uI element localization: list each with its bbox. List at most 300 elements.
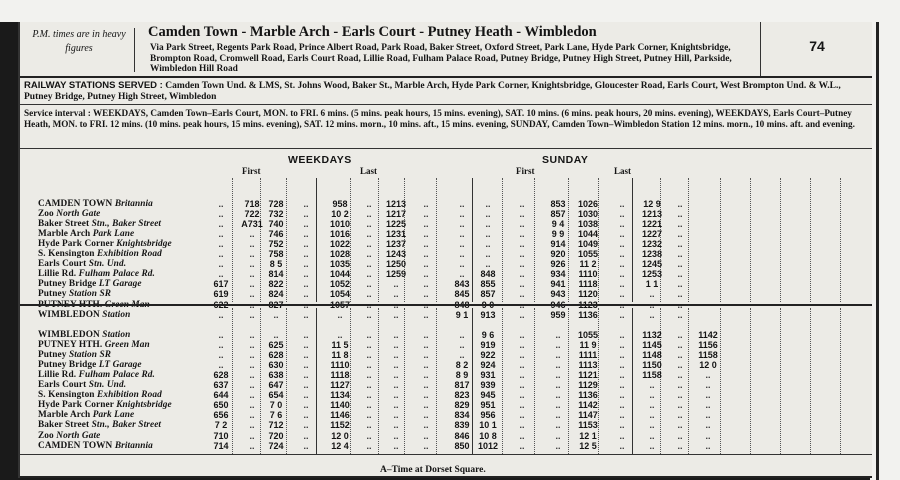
route-number: 74 — [760, 22, 872, 76]
time-cell: 1136 — [578, 309, 598, 320]
time-cell: .. — [423, 259, 429, 270]
time-cell: 857 — [550, 209, 566, 220]
stop-place: Station SR — [68, 289, 112, 300]
divider — [20, 148, 872, 149]
time-cell: .. — [366, 440, 372, 451]
station: Zoo — [38, 209, 54, 220]
time-cell: 1010 — [329, 219, 351, 230]
time-cell: 1118 — [330, 370, 350, 381]
time-cell: .. — [218, 229, 224, 240]
time-cell: 758 — [268, 249, 284, 260]
time-cell: .. — [649, 400, 655, 411]
time-cell: 644 — [213, 390, 229, 401]
time-cell: .. — [366, 400, 372, 411]
time-cell: .. — [366, 199, 372, 209]
time-cell: .. — [619, 239, 625, 250]
route-title: Camden Town - Marble Arch - Earls Court - Putney Heath - Wimbledon — [148, 24, 597, 40]
right-margin — [870, 22, 900, 480]
time-cell: 8 2 — [455, 360, 469, 371]
time-cell: .. — [303, 299, 309, 310]
railway-stations-served — [24, 80, 864, 103]
time-cell: .. — [423, 420, 429, 431]
time-cell: .. — [366, 420, 372, 431]
time-cell: .. — [649, 440, 655, 451]
time-cell: .. — [393, 380, 399, 391]
station-name — [38, 229, 134, 239]
time-cell: 11 2 — [579, 259, 597, 270]
time-cell: .. — [423, 350, 429, 361]
time-cell: .. — [273, 309, 279, 320]
time-cell: 913 — [480, 309, 496, 320]
time-cell: A731 — [241, 219, 263, 230]
time-cell: 12 0 — [331, 430, 349, 441]
time-cell: .. — [677, 380, 683, 391]
time-cell: 945 — [480, 390, 496, 401]
time-cell: .. — [677, 390, 683, 401]
time-cell: .. — [555, 370, 561, 381]
time-cell: .. — [366, 279, 372, 290]
time-cell: .. — [366, 309, 372, 320]
time-cell: .. — [677, 279, 683, 290]
time-cell: 740 — [268, 219, 284, 230]
time-cell: 850 — [454, 440, 470, 451]
station: Hyde Park Corner — [38, 400, 114, 411]
time-cell: .. — [393, 350, 399, 361]
time-cell: 958 — [332, 199, 348, 209]
time-cell: 732 — [268, 209, 284, 220]
time-cell: .. — [303, 229, 309, 240]
station-name — [38, 199, 153, 209]
stop-place: Park Lane — [92, 229, 135, 240]
time-cell: 746 — [268, 229, 284, 240]
time-cell: .. — [393, 330, 399, 340]
time-cell: 752 — [268, 239, 284, 250]
time-cell: .. — [393, 289, 399, 300]
time-cell: .. — [303, 350, 309, 361]
time-cell: .. — [485, 249, 491, 260]
time-cell: .. — [619, 259, 625, 270]
time-cell: 951 — [480, 400, 496, 411]
time-cell: .. — [519, 370, 525, 381]
time-cell: .. — [519, 390, 525, 401]
time-cell: .. — [677, 299, 683, 310]
time-cell: .. — [303, 259, 309, 270]
time-cell: 9 6 — [481, 330, 495, 340]
time-cell: .. — [519, 259, 525, 270]
time-cell: .. — [555, 400, 561, 411]
time-cell: .. — [677, 229, 683, 240]
time-cell: .. — [705, 400, 711, 411]
time-cell: .. — [619, 410, 625, 421]
time-cell: .. — [249, 269, 255, 280]
time-cell: 9 1 — [455, 309, 469, 320]
time-cell: 1146 — [330, 410, 350, 421]
time-cell: .. — [555, 380, 561, 391]
inbound-row — [20, 341, 872, 351]
time-cell: .. — [705, 410, 711, 421]
time-cell: .. — [485, 239, 491, 250]
time-cell: 959 — [550, 309, 566, 320]
stop-place: Green Man — [104, 340, 150, 351]
time-cell: 1111 — [578, 350, 598, 361]
time-cell: 1243 — [385, 249, 407, 260]
station-name — [38, 441, 153, 451]
time-cell: .. — [423, 340, 429, 351]
time-cell: .. — [519, 239, 525, 250]
time-cell: .. — [619, 269, 625, 280]
time-cell: 10 2 — [331, 209, 349, 220]
station-name — [38, 219, 161, 229]
time-cell: 829 — [454, 400, 470, 411]
time-cell: 710 — [213, 430, 229, 441]
time-cell: 1253 — [641, 269, 663, 280]
time-cell: 8 9 — [455, 370, 469, 381]
outbound-row — [20, 280, 872, 290]
stop-place: Stn., Baker Street — [91, 219, 162, 230]
time-cell: .. — [249, 289, 255, 300]
time-cell: 1127 — [330, 380, 350, 391]
station-name — [38, 360, 142, 370]
weekdays-heading: WEEKDAYS — [288, 154, 352, 166]
station-name — [38, 380, 126, 390]
station: Baker Street — [38, 420, 90, 431]
station: Putney Bridge — [38, 279, 97, 290]
timetable-page — [18, 22, 872, 478]
time-cell: .. — [485, 229, 491, 240]
section-divider — [20, 304, 872, 306]
time-cell: .. — [677, 309, 683, 320]
time-cell: 956 — [480, 410, 496, 421]
time-cell: .. — [303, 289, 309, 300]
time-cell: .. — [393, 299, 399, 310]
stations-served-text: Camden Town Und. & LMS, St. Johns Wood, Baker St., Marble Arch, Hyde Park Corner, Knightsbridge, Gloucester Road, Earls Court, West Brompton Und. & W.L., Putney Bridge, Putney High Street, Wimbledon — [24, 81, 841, 102]
time-cell: .. — [423, 440, 429, 451]
stop-place: Knightsbridge — [116, 239, 172, 250]
time-cell: .. — [249, 249, 255, 260]
time-cell: .. — [249, 370, 255, 381]
time-cell: 628 — [268, 350, 284, 361]
time-cell: 1148 — [642, 350, 662, 361]
time-cell: .. — [705, 420, 711, 431]
time-cell: .. — [366, 299, 372, 310]
time-cell: .. — [303, 390, 309, 401]
sunday-first-label: First — [516, 166, 535, 176]
time-cell: .. — [649, 309, 655, 320]
time-cell: .. — [423, 219, 429, 230]
time-cell: .. — [249, 279, 255, 290]
time-cell: .. — [366, 340, 372, 351]
time-cell: .. — [619, 350, 625, 361]
time-cell: .. — [519, 420, 525, 431]
time-cell: 1147 — [578, 410, 598, 421]
time-cell: .. — [677, 289, 683, 300]
sunday-heading: SUNDAY — [542, 154, 589, 166]
station-name — [38, 370, 155, 380]
time-cell: .. — [218, 239, 224, 250]
route-via: Via Park Street, Regents Park Road, Prince Albert Road, Park Road, Baker Street, Oxford Street, Park Lane, Hyde Park Corner, Knightsbridge, Brompton Road, Cromwell Road, Earls Court Road, Lillie Road, Fulham Palace Road, Putney Bridge, Putney High Street, Putney Hill, Parkside, Wimbledon Hill Road — [150, 43, 732, 74]
time-cell: .. — [423, 390, 429, 401]
time-cell: .. — [249, 309, 255, 320]
time-cell: .. — [519, 299, 525, 310]
station-name — [38, 259, 126, 269]
outbound-row — [20, 311, 872, 321]
inbound-row — [20, 442, 872, 452]
time-cell: 638 — [268, 370, 284, 381]
time-cell: .. — [366, 219, 372, 230]
time-cell: .. — [649, 289, 655, 300]
time-cell: 814 — [268, 269, 284, 280]
time-cell: .. — [423, 410, 429, 421]
station-name — [38, 209, 100, 219]
stop-place: Park Lane — [92, 410, 135, 421]
time-cell: 7 6 — [269, 410, 283, 421]
station-name — [38, 239, 172, 249]
time-cell: 1158 — [698, 350, 718, 361]
time-cell: .. — [393, 390, 399, 401]
time-cell: .. — [366, 229, 372, 240]
station: Marble Arch — [38, 229, 91, 240]
stop-place: LT Garage — [98, 279, 142, 290]
time-cell: .. — [218, 340, 224, 351]
station: CAMDEN TOWN — [38, 199, 113, 209]
time-cell: .. — [303, 219, 309, 230]
time-cell: .. — [619, 289, 625, 300]
time-cell: .. — [366, 370, 372, 381]
time-cell: .. — [303, 380, 309, 391]
time-cell: .. — [519, 440, 525, 451]
stop-place: Britannia — [114, 440, 153, 451]
time-cell: .. — [459, 249, 465, 260]
time-cell: .. — [485, 259, 491, 270]
time-cell: .. — [423, 229, 429, 240]
time-cell: 1113 — [578, 360, 598, 371]
footnote: A–Time at Dorset Square. — [380, 465, 486, 475]
time-cell: .. — [303, 420, 309, 431]
time-cell: .. — [677, 410, 683, 421]
time-cell: .. — [303, 370, 309, 381]
time-cell: .. — [218, 269, 224, 280]
time-cell: .. — [649, 410, 655, 421]
outbound-row — [20, 220, 872, 230]
time-cell: .. — [555, 350, 561, 361]
time-cell: .. — [459, 259, 465, 270]
time-cell: .. — [303, 440, 309, 451]
time-cell: .. — [249, 380, 255, 391]
time-cell: .. — [423, 370, 429, 381]
time-cell: .. — [423, 199, 429, 209]
time-cell: 1153 — [578, 420, 598, 431]
time-cell: 946 — [550, 299, 566, 310]
time-cell: 622 — [213, 299, 229, 310]
time-cell: 1231 — [385, 229, 407, 240]
time-cell: 924 — [480, 360, 496, 371]
time-cell: 848 — [454, 299, 470, 310]
time-cell: 1110 — [330, 360, 350, 371]
time-cell: .. — [677, 440, 683, 451]
time-cell: 1136 — [578, 390, 598, 401]
time-cell: .. — [677, 360, 683, 371]
time-cell: .. — [485, 199, 491, 209]
time-cell: 843 — [454, 279, 470, 290]
time-cell: .. — [423, 330, 429, 340]
time-cell: .. — [337, 330, 343, 340]
station: Hyde Park Corner — [38, 239, 114, 250]
time-cell: 1129 — [578, 380, 598, 391]
time-cell: 11 9 — [579, 340, 597, 351]
time-cell: 9 0 — [481, 299, 495, 310]
time-cell: 939 — [480, 380, 496, 391]
time-cell: .. — [303, 249, 309, 260]
time-cell: .. — [619, 199, 625, 209]
time-cell: .. — [677, 430, 683, 441]
stop-place: North Gate — [56, 430, 101, 441]
station-name — [38, 431, 100, 441]
time-cell: 941 — [550, 279, 566, 290]
time-cell: 848 — [480, 269, 496, 280]
time-cell: .. — [423, 360, 429, 371]
time-cell: .. — [366, 390, 372, 401]
time-cell: .. — [555, 390, 561, 401]
station: Baker Street — [38, 219, 90, 230]
divider — [20, 454, 872, 455]
time-cell: .. — [677, 239, 683, 250]
time-cell: .. — [393, 430, 399, 441]
station-name — [38, 279, 142, 289]
time-cell: 1044 — [577, 229, 599, 240]
time-cell: .. — [423, 209, 429, 220]
time-cell: 656 — [213, 410, 229, 421]
time-cell: .. — [423, 239, 429, 250]
time-cell: .. — [519, 209, 525, 220]
station: Marble Arch — [38, 410, 91, 421]
time-cell: 922 — [480, 350, 496, 361]
weekdays-first-label: First — [242, 166, 261, 176]
time-cell: .. — [218, 219, 224, 230]
time-cell: 1142 — [578, 400, 598, 411]
time-cell: .. — [218, 360, 224, 371]
time-cell: .. — [393, 420, 399, 431]
time-cell: 9 4 — [551, 219, 565, 230]
time-cell: .. — [303, 400, 309, 411]
time-cell: .. — [366, 430, 372, 441]
time-cell: 824 — [268, 289, 284, 300]
time-cell: .. — [303, 309, 309, 320]
stop-place: Station — [102, 309, 131, 320]
time-cell: 12 9 — [643, 199, 661, 209]
time-cell: 11 8 — [331, 350, 349, 361]
time-cell: 1245 — [641, 259, 663, 270]
time-cell: 919 — [480, 340, 496, 351]
time-cell: 853 — [550, 199, 566, 209]
time-cell: 7 2 — [214, 420, 228, 431]
time-cell: 1213 — [385, 199, 407, 209]
time-cell: .. — [619, 390, 625, 401]
time-cell: 630 — [268, 360, 284, 371]
time-cell: 728 — [268, 199, 284, 209]
time-cell: 1121 — [578, 370, 598, 381]
inbound-row — [20, 371, 872, 381]
time-cell: .. — [303, 239, 309, 250]
time-cell: .. — [619, 299, 625, 310]
stations-served-label: RAILWAY STATIONS SERVED : — [24, 80, 163, 91]
time-cell: .. — [677, 259, 683, 270]
time-cell: .. — [249, 360, 255, 371]
time-cell: .. — [393, 440, 399, 451]
stop-place: Fulham Palace Rd. — [78, 269, 155, 280]
time-cell: .. — [619, 440, 625, 451]
time-cell: 1123 — [578, 299, 598, 310]
station: PUTNEY HTH. — [38, 299, 103, 310]
time-cell: 1145 — [642, 340, 662, 351]
time-cell: 1156 — [698, 340, 718, 351]
time-cell: 845 — [454, 289, 470, 300]
time-cell: .. — [459, 330, 465, 340]
time-cell: .. — [423, 380, 429, 391]
time-cell: .. — [366, 269, 372, 280]
stop-place: Green Man — [104, 299, 150, 310]
outbound-row — [20, 270, 872, 280]
time-cell: 9 9 — [551, 229, 565, 240]
station: PUTNEY HTH. — [38, 340, 103, 351]
time-cell: 1140 — [330, 400, 350, 411]
time-cell: 822 — [268, 279, 284, 290]
time-cell: 920 — [550, 249, 566, 260]
time-cell: .. — [677, 219, 683, 230]
time-cell: 8 5 — [269, 259, 283, 270]
time-cell: 1213 — [641, 209, 663, 220]
time-cell: .. — [249, 330, 255, 340]
time-cell: 1221 — [641, 219, 663, 230]
time-cell: 1118 — [578, 279, 598, 290]
time-cell: 1044 — [329, 269, 351, 280]
time-cell: 1035 — [329, 259, 351, 270]
time-cell: .. — [366, 330, 372, 340]
time-cell: .. — [249, 259, 255, 270]
time-cell: .. — [555, 420, 561, 431]
time-cell: 1 1 — [645, 279, 659, 290]
inbound-row — [20, 351, 872, 361]
time-cell: .. — [366, 209, 372, 220]
time-cell: .. — [619, 309, 625, 320]
time-cell: .. — [423, 430, 429, 441]
station: WIMBLEDON — [38, 330, 100, 340]
time-cell: .. — [519, 309, 525, 320]
time-cell: 1250 — [385, 259, 407, 270]
station: S. Kensington — [38, 249, 95, 260]
time-cell: .. — [705, 390, 711, 401]
time-cell: .. — [619, 209, 625, 220]
time-cell: .. — [249, 340, 255, 351]
station-name — [38, 410, 134, 420]
time-cell: .. — [519, 249, 525, 260]
time-cell: .. — [249, 390, 255, 401]
time-cell: 1152 — [330, 420, 350, 431]
time-cell: .. — [459, 219, 465, 230]
time-cell: .. — [677, 209, 683, 220]
time-cell: 1225 — [385, 219, 407, 230]
divider — [20, 104, 872, 105]
time-cell: .. — [218, 309, 224, 320]
time-cell: .. — [393, 360, 399, 371]
time-cell: 637 — [213, 380, 229, 391]
time-cell: .. — [218, 350, 224, 361]
time-cell: .. — [303, 279, 309, 290]
time-cell: .. — [393, 410, 399, 421]
time-cell: 931 — [480, 370, 496, 381]
time-cell: .. — [555, 340, 561, 351]
station: Zoo — [38, 430, 54, 441]
time-cell: 1030 — [577, 209, 599, 220]
